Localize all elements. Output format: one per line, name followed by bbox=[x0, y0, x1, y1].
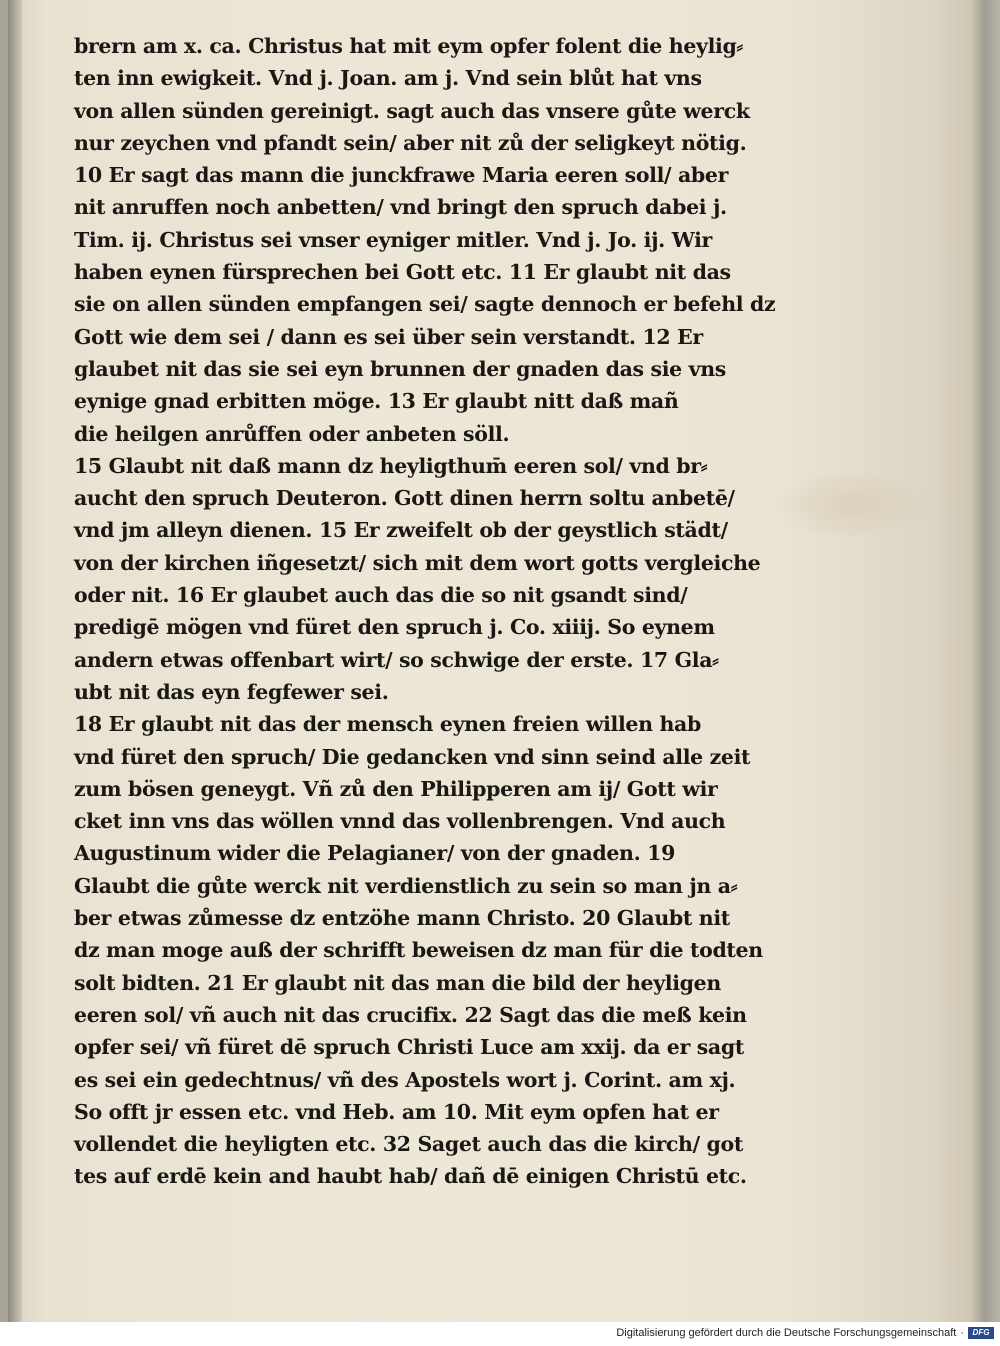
text-line: von allen sünden gereinigt. sagt auch das vnsere gůte werck bbox=[74, 98, 750, 123]
text-line: eynige gnad erbitten möge. 13 Er glaubt nitt daß mañ bbox=[74, 389, 679, 414]
text-line: die heilgen anrůffen oder anbeten söll. bbox=[74, 421, 510, 446]
text-line: predigē mögen vnd füret den spruch j. Co. xiiij. So eynem bbox=[74, 615, 715, 640]
text-line: ubt nit das eyn fegfewer sei. bbox=[74, 679, 389, 704]
text-line: opfer sei/ vñ füret dē spruch Christi Luce am xxij. da er sagt bbox=[74, 1035, 744, 1060]
text-line: oder nit. 16 Er glaubet auch das die so nit gsandt sind/ bbox=[74, 583, 688, 608]
text-line: haben eynen fürsprechen bei Gott etc. 11 Er glaubt nit das bbox=[74, 260, 731, 285]
text-line: dz man moge auß der schrifft beweisen dz man für die todten bbox=[74, 938, 763, 963]
text-line: aucht den spruch Deuteron. Gott dinen herrn soltu anbetē/ bbox=[74, 486, 735, 511]
book-page bbox=[8, 0, 972, 1322]
text-line: vnd füret den spruch/ Die gedancken vnd sinn seind alle zeit bbox=[74, 744, 751, 769]
text-line: ber etwas zůmesse dz entzöhe mann Christo. 20 Glaubt nit bbox=[74, 906, 730, 931]
page-text-block bbox=[74, 30, 804, 1193]
text-line: nit anruffen noch anbetten/ vnd bringt den spruch dabei j. bbox=[74, 195, 727, 220]
text-line: 15 Glaubt nit daß mann dz heyligthum̄ eeren sol/ vnd br⸗ bbox=[74, 453, 708, 478]
text-line: von der kirchen iñgesetzt/ sich mit dem wort gotts vergleiche bbox=[74, 550, 761, 575]
text-line: 18 Er glaubt nit das der mensch eynen freien willen hab bbox=[74, 712, 701, 737]
text-line: zum bösen geneygt. Vñ zů den Philipperen am ij/ Gott wir bbox=[74, 776, 718, 801]
text-line: 10 Er sagt das mann die junckfrawe Maria eeren soll/ aber bbox=[74, 163, 729, 188]
text-line: andern etwas offenbart wirt/ so schwige der erste. 17 Gla⸗ bbox=[74, 647, 719, 672]
text-line: es sei ein gedechtnus/ vñ des Apostels wort j. Corint. am xj. bbox=[74, 1067, 736, 1092]
text-line: ten inn ewigkeit. Vnd j. Joan. am j. Vnd sein blůt hat vns bbox=[74, 66, 702, 91]
text-line: eeren sol/ vñ auch nit das crucifix. 22 Sagt das die meß kein bbox=[74, 1002, 747, 1027]
footer-credit: Digitalisierung gefördert durch die Deutsche Forschungsgemeinschaft bbox=[616, 1327, 957, 1339]
text-line: vollendet die heyligten etc. 32 Saget auch das die kirch/ got bbox=[74, 1132, 743, 1157]
text-line: So offt jr essen etc. vnd Heb. am 10. Mit eym opfen hat er bbox=[74, 1099, 719, 1124]
text-line: glaubet nit das sie sei eyn brunnen der gnaden das sie vns bbox=[74, 356, 726, 381]
page-gutter-shadow bbox=[8, 0, 22, 1322]
dfg-logo: DFG bbox=[968, 1327, 994, 1339]
page-edge bbox=[972, 0, 1000, 1322]
text-line: brern am x. ca. Christus hat mit eym opfer folent die heylig⸗ bbox=[74, 34, 743, 58]
text-line: cket inn vns das wöllen vnnd das vollenbrengen. Vnd auch bbox=[74, 809, 726, 834]
text-line: Augustinum wider die Pelagianer/ von der gnaden. 19 bbox=[74, 841, 675, 866]
footer-separator: · bbox=[960, 1327, 964, 1339]
text-line: nur zeychen vnd pfandt sein/ aber nit zů der seligkeyt nötig. bbox=[74, 130, 747, 155]
text-line: Gott wie dem sei / dann es sei über sein verstandt. 12 Er bbox=[74, 324, 703, 349]
text-line: solt bidten. 21 Er glaubt nit das man die bild der heyligen bbox=[74, 970, 721, 995]
text-line: sie on allen sünden empfangen sei/ sagte dennoch er befehl dz bbox=[74, 292, 776, 317]
text-line: tes auf erdē kein and haubt hab/ dañ dē einigen Christū etc. bbox=[74, 1164, 747, 1189]
digitization-footer bbox=[616, 1324, 994, 1342]
text-line: Glaubt die gůte werck nit verdienstlich zu sein so man jn a⸗ bbox=[74, 873, 738, 898]
text-line: vnd jm alleyn dienen. 15 Er zweifelt ob der geystlich städt/ bbox=[74, 518, 728, 543]
text-line: Tim. ij. Christus sei vnser eyniger mitler. Vnd j. Jo. ij. Wir bbox=[74, 227, 712, 252]
